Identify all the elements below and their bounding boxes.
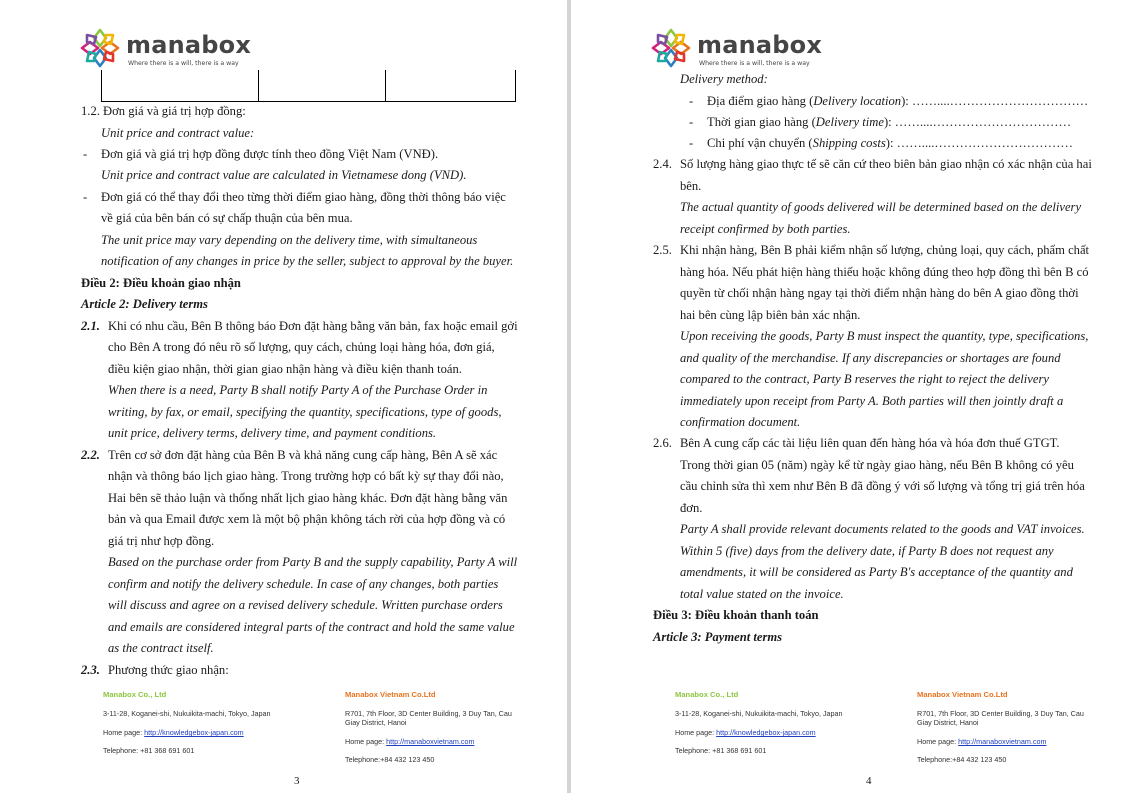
document-page-4 bbox=[571, 0, 1139, 793]
table-cell bbox=[259, 70, 385, 101]
section-heading-en: Unit price and contract value: bbox=[101, 126, 255, 140]
footer-address-vn-2: Giay District, Hanoi bbox=[917, 718, 979, 727]
brand-name: manabox bbox=[126, 31, 252, 59]
footer-homepage-vn bbox=[345, 737, 474, 746]
homepage-link-jp[interactable]: http://knowledgebox-japan.com bbox=[144, 728, 244, 737]
label-en: Delivery location bbox=[813, 94, 902, 108]
paragraph-line: nhận và thông báo lịch giao hàng. Trong trường hợp có bất kỳ sự thay đổi nào, bbox=[108, 469, 504, 483]
article-title: Điều 3: Điều khoản thanh toán bbox=[653, 608, 819, 622]
fill-blank: ): ……....…………………………… bbox=[883, 115, 1072, 129]
paragraph-line: cầu chỉnh sửa thì xem như Bên B đã đồng ý với số lượng và tổng trị giá trên hóa bbox=[680, 479, 1085, 493]
paragraph-line: The actual quantity of goods delivered will be determined based on the delivery bbox=[680, 200, 1082, 214]
paragraph-line: and emails are considered integral parts of the contract and hold the same value bbox=[108, 620, 515, 634]
homepage-link-vn[interactable]: http://manaboxvietnam.com bbox=[958, 737, 1047, 746]
label-en: Delivery time bbox=[815, 115, 884, 129]
paragraph-line: Trên cơ sở đơn đặt hàng của Bên B và khả năng cung cấp hàng, Bên A sẽ xác bbox=[108, 448, 498, 462]
bullet-marker: - bbox=[83, 190, 88, 204]
article-title-en: Article 2: Delivery terms bbox=[81, 297, 208, 311]
paragraph-line: bản và qua Email được xem là một bộ phận không tách rời của hợp đồng và có bbox=[108, 512, 506, 526]
paragraph-line: Upon receiving the goods, Party B must inspect the quantity, type, specifications, bbox=[680, 329, 1089, 343]
footer-homepage-jp bbox=[675, 728, 816, 737]
paragraph-line: hai bên cùng lập biên bản xác nhận. bbox=[680, 308, 861, 322]
paragraph-line: confirm and notify the delivery schedule. In case of any changes, both parties bbox=[108, 577, 499, 591]
section-heading: 1.2. Đơn giá và giá trị hợp đồng: bbox=[81, 104, 246, 118]
article-title: Điều 2: Điều khoản giao nhận bbox=[81, 276, 241, 290]
footer-company-jp: Manabox Co., Ltd bbox=[103, 690, 167, 699]
homepage-link-jp[interactable]: http://knowledgebox-japan.com bbox=[716, 728, 816, 737]
document-page-3 bbox=[0, 0, 567, 793]
paragraph-line: quyền từ chối nhận hàng ngay tại thời điểm nhận hàng do bên A giao đồng thời bbox=[680, 286, 1079, 300]
clause-number: 2.1. bbox=[81, 319, 100, 333]
paragraph-line: Delivery method: bbox=[680, 72, 768, 86]
label-en: Shipping costs bbox=[812, 136, 886, 150]
paragraph-line: and quality of the merchandise. If any discrepancies or shortages are found bbox=[680, 351, 1061, 365]
table-fragment bbox=[101, 70, 516, 102]
label-vn: Chi phí vận chuyển ( bbox=[707, 136, 813, 150]
footer-homepage-label: Home page: bbox=[345, 737, 387, 746]
paragraph-line: amendments, it will be considered as Party B's acceptance of the quantity and bbox=[680, 565, 1073, 579]
clause-number: 2.2. bbox=[81, 448, 100, 462]
footer-telephone-jp: Telephone: +81 368 691 601 bbox=[103, 746, 195, 755]
footer-telephone-vn: Telephone:+84 432 123 450 bbox=[345, 755, 435, 764]
paragraph-line: will discuss and agree on a revised delivery schedule. Written purchase orders bbox=[108, 598, 503, 612]
paragraph-line: giá trị như hợp đồng. bbox=[108, 534, 215, 548]
brand-name: manabox bbox=[697, 31, 823, 59]
clause-number: 2.5. bbox=[653, 243, 672, 257]
bullet-marker: - bbox=[689, 136, 694, 150]
paragraph-line: Hai bên sẽ thảo luận và thống nhất lịch giao hàng khác. Đơn đặt hàng bằng văn bbox=[108, 491, 508, 505]
footer-telephone-vn: Telephone:+84 432 123 450 bbox=[917, 755, 1007, 764]
paragraph-line: total value stated on the invoice. bbox=[680, 587, 844, 601]
bullet-marker: - bbox=[689, 94, 694, 108]
footer-telephone-jp: Telephone: +81 368 691 601 bbox=[675, 746, 767, 755]
bullet-marker: - bbox=[689, 115, 694, 129]
paragraph-line: as the contract itself. bbox=[108, 641, 214, 655]
fill-blank: ): ……....…………………………… bbox=[885, 136, 1073, 150]
manabox-flower-icon bbox=[80, 28, 120, 68]
table-cell bbox=[386, 70, 515, 101]
clause-number: 2.6. bbox=[653, 436, 672, 450]
paragraph-line: Within 5 (five) days from the delivery date, if Party B does not request any bbox=[680, 544, 1054, 558]
paragraph-line: Số lượng hàng giao thực tế sẽ căn cứ theo biên bản giao nhận có xác nhận của hai bbox=[680, 157, 1092, 171]
manabox-flower-icon bbox=[651, 28, 691, 68]
page-number: 4 bbox=[866, 775, 872, 787]
footer-homepage-label: Home page: bbox=[917, 737, 959, 746]
article-title-en: Article 3: Payment terms bbox=[653, 630, 783, 644]
paragraph-line: unit price, delivery terms, delivery time, and payment conditions. bbox=[108, 426, 437, 440]
paragraph-line: confirmation document. bbox=[680, 415, 801, 429]
paragraph-line: về giá của bên bán có sự chấp thuận của bên mua. bbox=[101, 211, 353, 225]
footer-address-vn-1: R701, 7th Floor, 3D Center Building, 3 Duy Tan, Cau bbox=[917, 709, 1084, 718]
footer-homepage-label: Home page: bbox=[103, 728, 145, 737]
paragraph-line: bên. bbox=[680, 179, 702, 193]
paragraph-line: đơn. bbox=[680, 501, 703, 515]
shipping-costs-line bbox=[707, 135, 1073, 151]
footer-company-jp: Manabox Co., Ltd bbox=[675, 690, 739, 699]
paragraph-line: Khi có nhu cầu, Bên B thông báo Đơn đặt hàng bằng văn bản, fax hoặc email gởi bbox=[108, 319, 518, 333]
footer-address-jp: 3-11-28, Koganei-shi, Nukuikita-machi, Tokyo, Japan bbox=[103, 709, 271, 718]
paragraph-line: hàng hóa. Nếu phát hiện hàng thiếu hoặc không đúng theo hợp đồng thì bên B có bbox=[680, 265, 1089, 279]
clause-number: 2.3. bbox=[81, 663, 100, 677]
label-vn: Địa điểm giao hàng ( bbox=[707, 94, 814, 108]
footer-company-vn: Manabox Vietnam Co.Ltd bbox=[917, 690, 1008, 699]
homepage-link-vn[interactable]: http://manaboxvietnam.com bbox=[386, 737, 475, 746]
paragraph-line: Unit price and contract value are calculated in Vietnamese dong (VND). bbox=[101, 168, 467, 182]
paragraph-line: immediately upon receipt from Party A. Both parties will then jointly draft a bbox=[680, 394, 1064, 408]
brand-tagline: Where there is a will, there is a way bbox=[128, 60, 239, 67]
paragraph-line: Đơn giá và giá trị hợp đồng được tính theo đồng Việt Nam (VNĐ). bbox=[101, 147, 439, 161]
paragraph-line: receipt confirmed by both parties. bbox=[680, 222, 851, 236]
page-number: 3 bbox=[294, 775, 300, 787]
footer-address-vn-1: R701, 7th Floor, 3D Center Building, 3 Duy Tan, Cau bbox=[345, 709, 512, 718]
paragraph-line: Khi nhận hàng, Bên B phải kiểm nhận số lượng, chủng loại, quy cách, phẩm chất bbox=[680, 243, 1090, 257]
paragraph-line: When there is a need, Party B shall notify Party A of the Purchase Order in bbox=[108, 383, 488, 397]
paragraph-line: Phương thức giao nhận: bbox=[108, 663, 229, 677]
paragraph-line: Trong thời gian 05 (năm) ngày kể từ ngày giao hàng, nếu Bên B không có yêu bbox=[680, 458, 1074, 472]
paragraph-line: compared to the contract, Party B reserves the right to reject the delivery bbox=[680, 372, 1049, 386]
footer-homepage-vn bbox=[917, 737, 1046, 746]
paragraph-line: writing, by fax, or email, specifying the quantity, specifications, type of goods, bbox=[108, 405, 502, 419]
footer-address-vn-2: Giay District, Hanoi bbox=[345, 718, 407, 727]
clause-number: 2.4. bbox=[653, 157, 672, 171]
table-cell bbox=[102, 70, 259, 101]
bullet-marker: - bbox=[83, 147, 88, 161]
paragraph-line: cho Bên A trong đó nêu rõ số lượng, quy cách, chủng loại hàng hóa, đơn giá, bbox=[108, 340, 495, 354]
footer-address-jp: 3-11-28, Koganei-shi, Nukuikita-machi, Tokyo, Japan bbox=[675, 709, 843, 718]
brand-tagline: Where there is a will, there is a way bbox=[699, 60, 810, 67]
paragraph-line: notification of any changes in price by the seller, subject to approval by the buyer. bbox=[101, 254, 514, 268]
fill-blank: ): ……....…………………………… bbox=[901, 94, 1089, 108]
label-vn: Thời gian giao hàng ( bbox=[707, 115, 816, 129]
paragraph-line: Based on the purchase order from Party B and the supply capability, Party A will bbox=[108, 555, 518, 569]
delivery-location-line bbox=[707, 93, 1088, 109]
paragraph-line: The unit price may vary depending on the delivery time, with simultaneous bbox=[101, 233, 478, 247]
delivery-time-line bbox=[707, 114, 1071, 130]
footer-company-vn: Manabox Vietnam Co.Ltd bbox=[345, 690, 436, 699]
paragraph-line: Party A shall provide relevant documents related to the goods and VAT invoices. bbox=[680, 522, 1085, 536]
paragraph-line: điều kiện giao nhận, thời gian giao nhận hàng và điều kiện thanh toán. bbox=[108, 362, 462, 376]
footer-homepage-jp bbox=[103, 728, 244, 737]
paragraph-line: Bên A cung cấp các tài liệu liên quan đến hàng hóa và hóa đơn thuế GTGT. bbox=[680, 436, 1060, 450]
paragraph-line: Đơn giá có thể thay đổi theo từng thời điểm giao hàng, đồng thời thông báo việc bbox=[101, 190, 506, 204]
footer-homepage-label: Home page: bbox=[675, 728, 717, 737]
